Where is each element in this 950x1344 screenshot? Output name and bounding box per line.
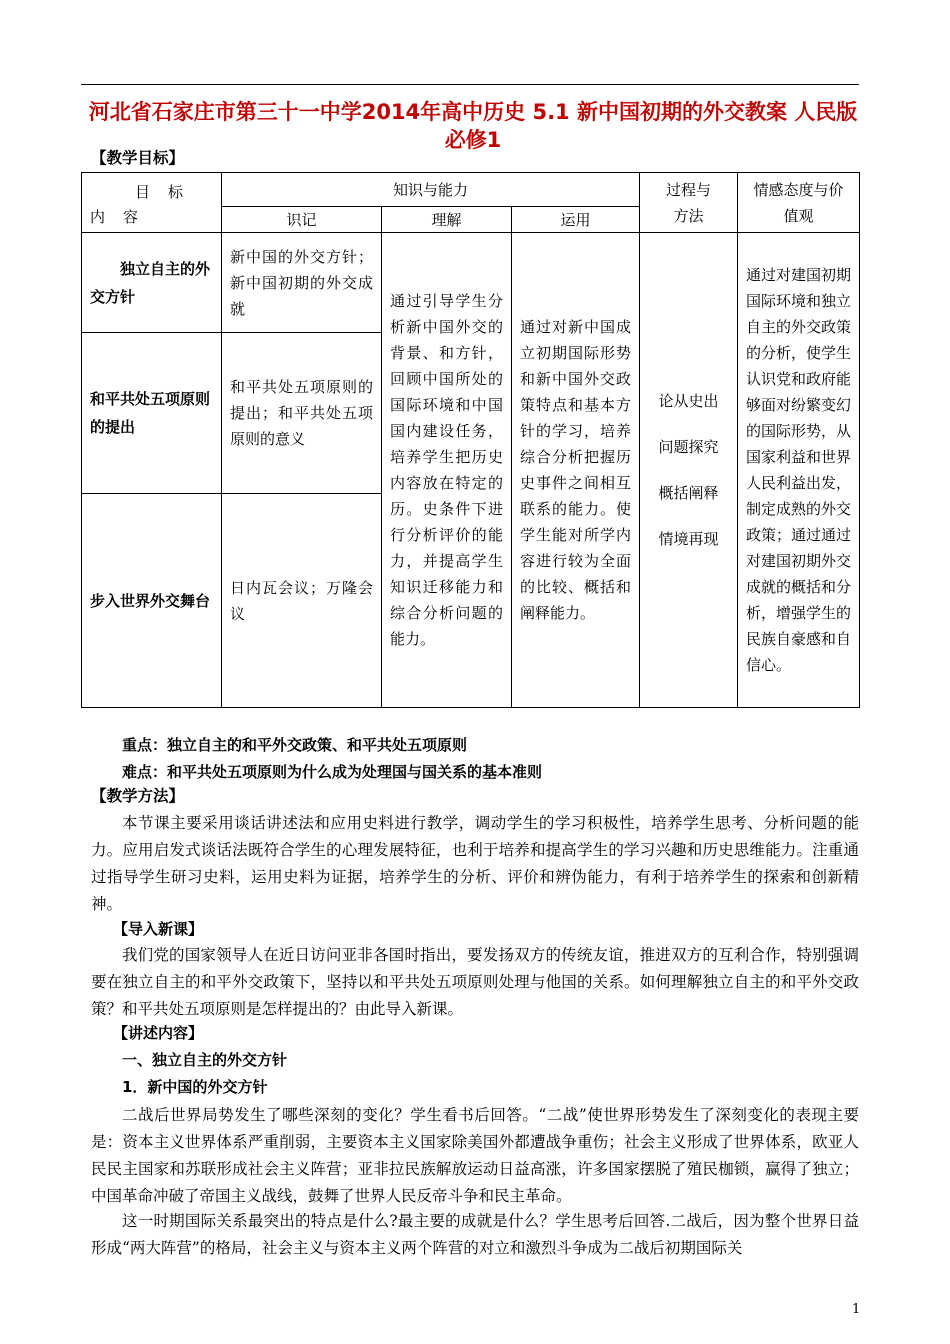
content-heading: 【讲述内容】 — [113, 1024, 204, 1042]
process-cell — [640, 233, 738, 708]
row-label-world-stage: 步入世界外交舞台 — [82, 494, 222, 708]
intro-heading: 【导入新课】 — [113, 920, 204, 938]
goals-heading: 【教学目标】 — [91, 149, 185, 167]
method-paragraph: 本节课主要采用谈话讲述法和应用史料进行教学，调动学生的学习积极性，培养学生思考、分析问题的能力。应用启发式谈话法既符合学生的心理发展特征，也利于培养和提高学生的学习兴趣和历史思维能力。注重通过指导学生研习史料，运用史料为证据，培养学生的分析、评价和辨伪能力，有利于培养学生的探索和创新精神。 — [91, 814, 859, 913]
process-item: 概括阐释 — [658, 484, 719, 502]
knowledge-header: 知识与能力 — [222, 173, 640, 207]
table-corner-cell — [82, 173, 222, 233]
difficult-point: 难点：和平共处五项原则为什么成为处理国与国关系的基本准则 — [122, 763, 543, 781]
apply-header: 运用 — [512, 207, 640, 233]
process-header: 过程与方法 — [640, 173, 738, 233]
row-label-five-principles: 和平共处五项原则的提出 — [82, 333, 222, 494]
part1-heading: 一、独立自主的外交方针 — [122, 1051, 288, 1069]
objectives-table — [81, 172, 860, 708]
process-item: 情境再现 — [658, 530, 719, 548]
emotion-header: 情感态度与价值观 — [738, 173, 860, 233]
apply-cell: 通过对新中国成立初期国际形势和新中国外交政策特点和基本方针的学习，培养综合分析把握历史事件之间相互联系的能力。使学生能对所学内容进行较为全面的比较、概括和阐释能力。 — [512, 233, 640, 708]
understand-cell: 通过引导学生分析新中国外交的背景、和方针，回顾中国所处的国际环境和中国国内建设任务，培养学生把历史内容放在特定的历。史条件下进行分析评价的能力，并提高学生知识迁移能力和综合分析问题的能力。 — [382, 233, 512, 708]
body-paragraph-1: 二战后世界局势发生了哪些深刻的变化？学生看书后回答。“二战”使世界形势发生了深刻变化的表现主要是：资本主义世界体系严重削弱，主要资本主义国家除美国外都遭战争重伤；社会主义形成了世界体系，欧亚人民民主国家和苏联形成社会主义阵营；亚非拉民族解放运动日益高涨，许多国家摆脱了殖民枷锁，赢得了独立；中国革命冲破了帝国主义战线，鼓舞了世界人民反帝斗争和民主革命。 — [91, 1106, 859, 1205]
recall-header: 识记 — [222, 207, 382, 233]
understand-header: 理解 — [382, 207, 512, 233]
recall-cell-1: 新中国的外交方针；新中国初期的外交成就 — [222, 233, 382, 333]
body-paragraph-2: 这一时期国际关系最突出的特点是什么?最主要的成就是什么？学生思考后回答.二战后，因为整个世界日益形成“两大阵营”的格局，社会主义与资本主义两个阵营的对立和激烈斗争成为二战后初期国际关 — [91, 1212, 859, 1257]
header-rule — [81, 84, 859, 85]
recall-cell-2: 和平共处五项原则的提出；和平共处五项原则的意义 — [222, 333, 382, 494]
corner-top-label: 目标 — [134, 183, 201, 201]
sub1-heading: 1．新中国的外交方针 — [122, 1078, 268, 1096]
document-title: 河北省石家庄市第三十一中学2014年高中历史 5.1 新中国初期的外交教案 人民版必修1 — [88, 100, 858, 152]
process-item: 论从史出 — [658, 392, 719, 410]
intro-paragraph: 我们党的国家领导人在近日访问亚非各国时指出，要发扬双方的传统友谊，推进双方的互利合作，特别强调要在独立自主的和平外交政策下，坚持以和平共处五项原则处理与他国的关系。如何理解独立自主的和平外交政策？和平共处五项原则是怎样提出的？由此导入新课。 — [91, 946, 859, 1018]
key-point: 重点：独立自主的和平外交政策、和平共处五项原则 — [122, 736, 468, 754]
recall-cell-3: 日内瓦会议；万隆会议 — [222, 494, 382, 708]
emotion-cell: 通过对建国初期国际环境和独立自主的外交政策的分析，使学生认识党和政府能够面对纷繁变幻的国际形势，从国家利益和世界人民利益出发，制定成熟的外交政策；通过通过对建国初期外交成就的概括和分析，增强学生的民族自豪感和自信心。 — [738, 233, 860, 708]
process-item: 问题探究 — [658, 438, 719, 456]
method-heading: 【教学方法】 — [91, 787, 185, 805]
row-label-independent: 独立自主的外交方针 — [82, 233, 222, 333]
corner-bottom-label: 内容 — [90, 208, 157, 226]
page-number: 1 — [852, 1302, 861, 1317]
